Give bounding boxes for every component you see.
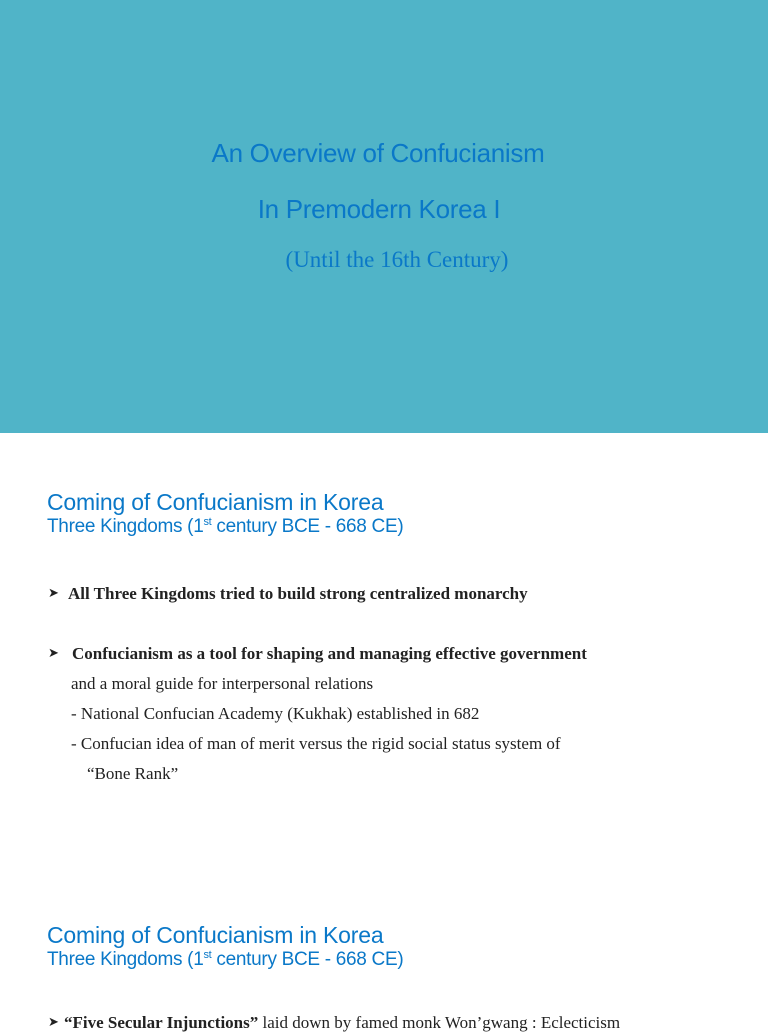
- arrowhead-bullet-icon: ➤: [48, 646, 59, 661]
- title-subtitle: (Until the 16th Century): [285, 247, 509, 272]
- title-line-1: An Overview of Confucianism: [211, 138, 545, 168]
- bullet-bold-part: “Five Secular Injunctions”: [64, 1013, 259, 1032]
- slide-heading: Coming of Confucianism in Korea: [47, 922, 384, 948]
- arrowhead-bullet-icon: ➤: [48, 1015, 59, 1030]
- subheading-superscript: st: [203, 516, 212, 528]
- sub-item-national-academy: - National Confucian Academy (Kukhak) established in 682: [71, 704, 480, 723]
- bullet-centralized-monarchy: All Three Kingdoms tried to build strong centralized monarchy: [68, 584, 528, 603]
- bullet-confucianism-tool: Confucianism as a tool for shaping and managing effective government: [72, 644, 587, 663]
- subheading-superscript: st: [203, 949, 212, 961]
- subheading-text-pre: Three Kingdoms (1: [47, 949, 204, 970]
- slide-subheading: [47, 949, 403, 971]
- bullet-confucianism-tool-continued: and a moral guide for interpersonal relations: [71, 674, 374, 693]
- subheading-text-post: century BCE - 668 CE): [211, 949, 404, 970]
- slide-coming-of-confucianism-1: [0, 433, 768, 873]
- slide-coming-of-confucianism-2: [0, 873, 768, 1032]
- slide-heading: Coming of Confucianism in Korea: [47, 489, 384, 515]
- arrowhead-bullet-icon: ➤: [48, 586, 59, 601]
- title-line-2: In Premodern Korea I: [257, 194, 501, 224]
- bullet-five-secular-injunctions: [64, 1013, 620, 1033]
- sub-item-man-of-merit-continued: “Bone Rank”: [87, 764, 179, 783]
- sub-item-man-of-merit: - Confucian idea of man of merit versus the rigid social status system of: [71, 734, 561, 753]
- bullet-rest-part: laid down by famed monk Won’gwang : Eclecticism: [258, 1013, 621, 1032]
- subheading-text-post: century BCE - 668 CE): [211, 516, 404, 537]
- subheading-text-pre: Three Kingdoms (1: [47, 516, 204, 537]
- slide-subheading: [47, 516, 403, 538]
- title-slide: [0, 0, 768, 433]
